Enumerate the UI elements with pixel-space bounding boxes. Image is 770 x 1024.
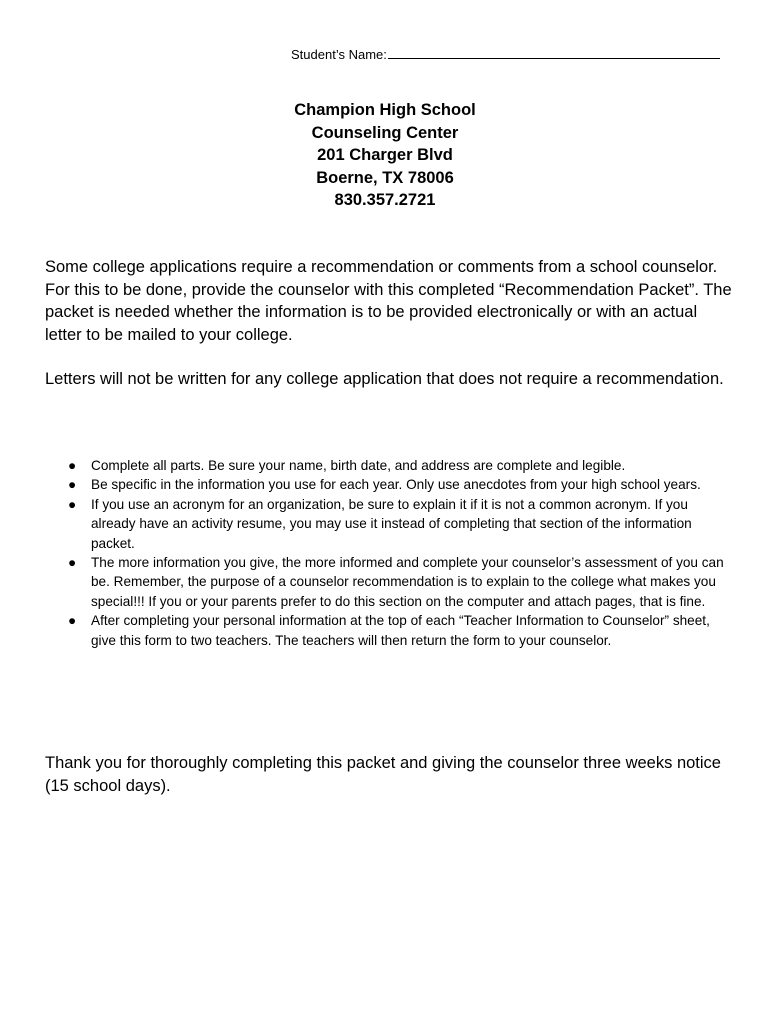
instruction-item [68, 456, 728, 475]
instruction-item [68, 475, 728, 494]
thanks-paragraph: Thank you for thoroughly completing this packet and giving the counselor three weeks notice (15 school days). [45, 754, 721, 795]
instruction-text: If you use an acronym for an organization, be sure to explain it if it is not a common acronym. If you already have an activity resume, you may use it instead of completing that section of the information packet. [91, 496, 692, 551]
instruction-text: Be specific in the information you use for each year. Only use anecdotes from your high school years. [91, 477, 701, 493]
bullet-icon: ● [68, 477, 77, 493]
school-name: Champion High School [294, 101, 476, 119]
student-name-line [291, 46, 720, 64]
phone-number: 830.357.2721 [334, 191, 436, 210]
bullet-icon: ● [68, 555, 77, 571]
city-state-zip: Boerne, TX 78006 [316, 168, 454, 187]
instructions-list [68, 456, 728, 650]
student-name-blank[interactable] [388, 46, 720, 59]
bullet-icon: ● [68, 613, 77, 629]
department-name: Counseling Center [311, 123, 459, 142]
instruction-item [68, 495, 728, 553]
letters-note-paragraph: Letters will not be written for any college application that does not require a recommendation. [45, 370, 724, 388]
intro-paragraph: Some college applications require a recommendation or comments from a school counselor. For this to be done, provide the counselor with this completed “Recommendation Packet”. The packet is needed whether the information is to be provided electronically or with an actual letter to be mailed to your college. [45, 258, 732, 344]
instruction-text: After completing your personal information at the top of each “Teacher Information to Counselor” sheet, give this form to two teachers. The teachers will then return the form to your counselor. [91, 613, 710, 648]
instruction-text: The more information you give, the more informed and complete your counselor’s assessment of you can be. Remember, the purpose of a counselor recommendation is to explain to the college what makes you special!!! If you or your parents prefer to do this section on the computer and attach pages, that is fine. [91, 555, 724, 609]
bullet-icon: ● [68, 458, 77, 473]
street-address: 201 Charger Blvd [317, 146, 453, 165]
student-name-label: Student’s Name: [291, 47, 387, 62]
instruction-item [68, 611, 728, 650]
school-header [0, 99, 770, 212]
instruction-item [68, 553, 728, 611]
bullet-icon: ● [68, 496, 77, 512]
instruction-text: Complete all parts. Be sure your name, birth date, and address are complete and legible. [91, 458, 626, 473]
